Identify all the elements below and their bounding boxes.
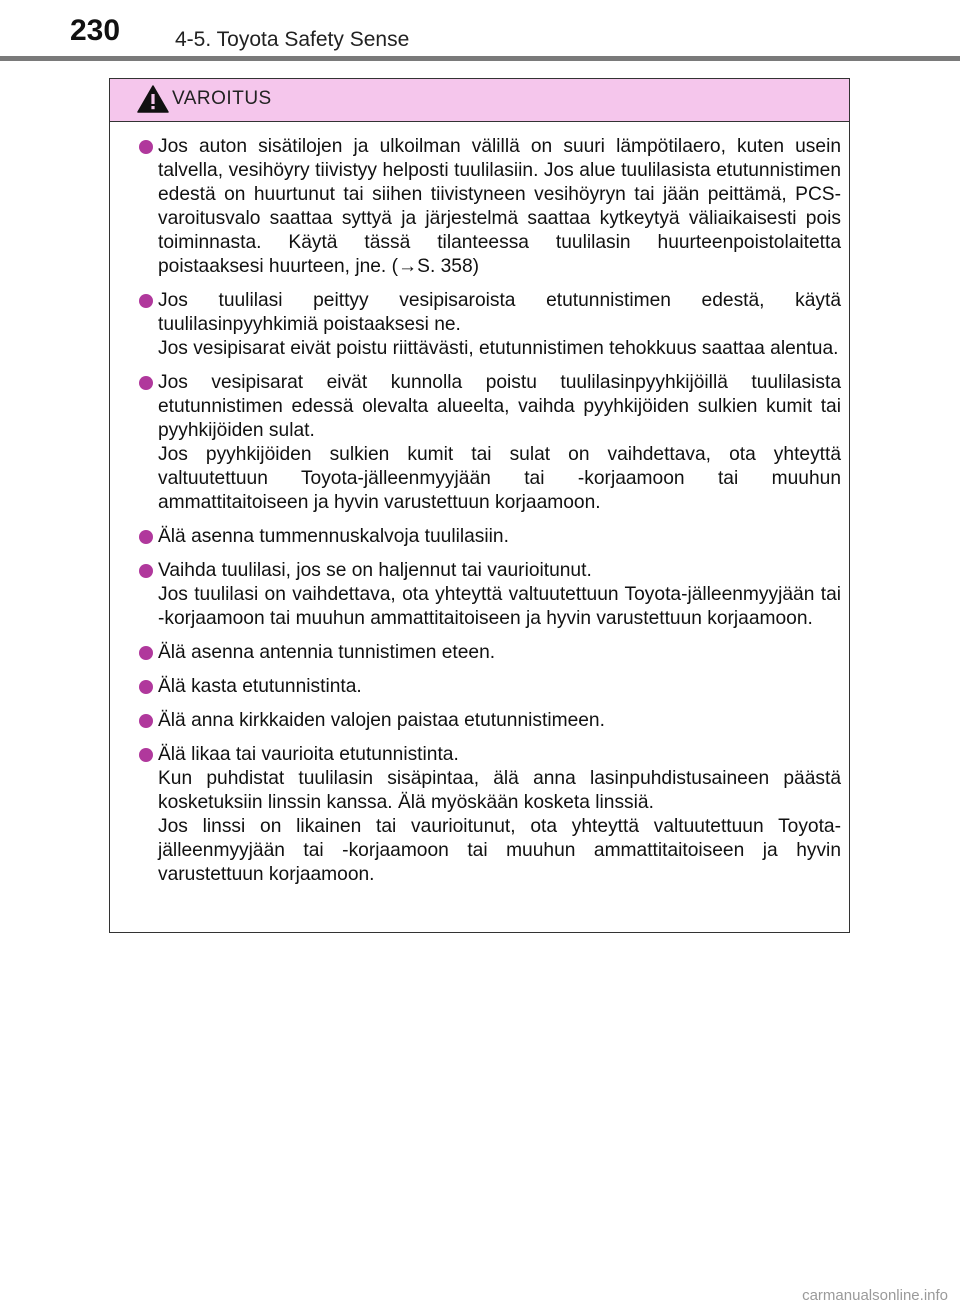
warning-paragraph: Vaihda tuulilasi, jos se on haljennut tai vaurioitunut. bbox=[158, 560, 592, 581]
warning-paragraph: Jos vesipisarat eivät poistu riittävästi, etutunnistimen tehokkuus saattaa alentua. bbox=[158, 338, 839, 359]
bullet-icon bbox=[139, 530, 153, 544]
warning-triangle-icon bbox=[136, 84, 170, 114]
warning-paragraph: Jos auton sisätilojen ja ulkoilman välillä on suuri lämpötilaero, kuten usein talvella, vesihöyry tiivistyy helposti tuulilasiin. Jos alue tuulilasista etutunnistimen edestä on huurtunut tai siihen tiivistyneen vesihöyryn tai jään peittämä, PCS-varoitusvalo saattaa syttyä ja järjestelmä saattaa kytkeytyä väliaikaisesti pois toiminnasta. Käytä tässä tilanteessa tuulilasin huurteenpoistolaitetta poistaaksesi huurteen, jne. (→S. 358) bbox=[158, 136, 841, 277]
warning-item bbox=[110, 135, 848, 279]
bullet-icon bbox=[139, 646, 153, 660]
warning-paragraph: Jos linssi on likainen tai vaurioitunut, ota yhteyttä valtuutettuun Toyota-jälleenmyyjään tai -korjaamoon tai muuhun ammattitaitoiseen ja hyvin varustettuun korjaamoon. bbox=[158, 816, 841, 885]
bullet-icon bbox=[139, 714, 153, 728]
bullet-icon bbox=[139, 680, 153, 694]
warning-paragraph: Jos vesipisarat eivät kunnolla poistu tuulilasinpyyhkijöillä tuulilasista etutunnistimen edessä olevalta alueelta, vaihda pyyhkijöiden sulkien kumit tai pyyhkijöiden sulat. bbox=[158, 372, 841, 441]
warning-item bbox=[110, 289, 848, 361]
bullet-icon bbox=[139, 564, 153, 578]
warning-paragraph: Älä kasta etutunnistinta. bbox=[158, 676, 362, 697]
watermark: carmanualsonline.info bbox=[802, 1287, 948, 1304]
warning-item bbox=[110, 525, 848, 549]
warning-header bbox=[110, 79, 849, 122]
warning-paragraph: Älä anna kirkkaiden valojen paistaa etutunnistimeen. bbox=[158, 710, 605, 731]
bullet-icon bbox=[139, 376, 153, 390]
warning-item bbox=[110, 743, 848, 887]
warning-title: VAROITUS bbox=[172, 88, 272, 109]
warning-paragraph: Jos tuulilasi on vaihdettava, ota yhteyttä valtuutettuun Toyota-jälleenmyyjään tai -korjaamoon tai muuhun ammattitaitoiseen ja hyvin varustettuun korjaamoon. bbox=[158, 584, 841, 629]
warning-item bbox=[110, 709, 848, 733]
section-title: 4-5. Toyota Safety Sense bbox=[175, 28, 410, 51]
warning-paragraph: Älä asenna tummennuskalvoja tuulilasiin. bbox=[158, 526, 509, 547]
warning-paragraph: Kun puhdistat tuulilasin sisäpintaa, älä anna lasinpuhdistusaineen päästä kosketuksiin linssin kanssa. Älä myöskään kosketa linssiä. bbox=[158, 768, 841, 813]
warning-paragraph: Älä likaa tai vaurioita etutunnistinta. bbox=[158, 744, 459, 765]
bullet-icon bbox=[139, 748, 153, 762]
warning-item bbox=[110, 371, 848, 515]
warning-items bbox=[110, 135, 848, 897]
warning-paragraph: Älä asenna antennia tunnistimen eteen. bbox=[158, 642, 496, 663]
warning-item bbox=[110, 675, 848, 699]
page-number: 230 bbox=[70, 14, 121, 47]
bullet-icon bbox=[139, 294, 153, 308]
warning-paragraph: Jos tuulilasi peittyy vesipisaroista etutunnistimen edestä, käytä tuulilasinpyyhkimiä poistaaksesi ne. bbox=[158, 290, 841, 335]
page-header bbox=[0, 0, 960, 62]
warning-item bbox=[110, 641, 848, 665]
header-rule bbox=[0, 56, 960, 61]
warning-box bbox=[109, 78, 850, 933]
bullet-icon bbox=[139, 140, 153, 154]
warning-paragraph: Jos pyyhkijöiden sulkien kumit tai sulat on vaihdettava, ota yhteyttä valtuutettuun Toyota-jälleenmyyjään tai -korjaamoon tai muuhun ammattitaitoiseen ja hyvin varustettuun korjaamoon. bbox=[158, 444, 841, 513]
warning-item bbox=[110, 559, 848, 631]
